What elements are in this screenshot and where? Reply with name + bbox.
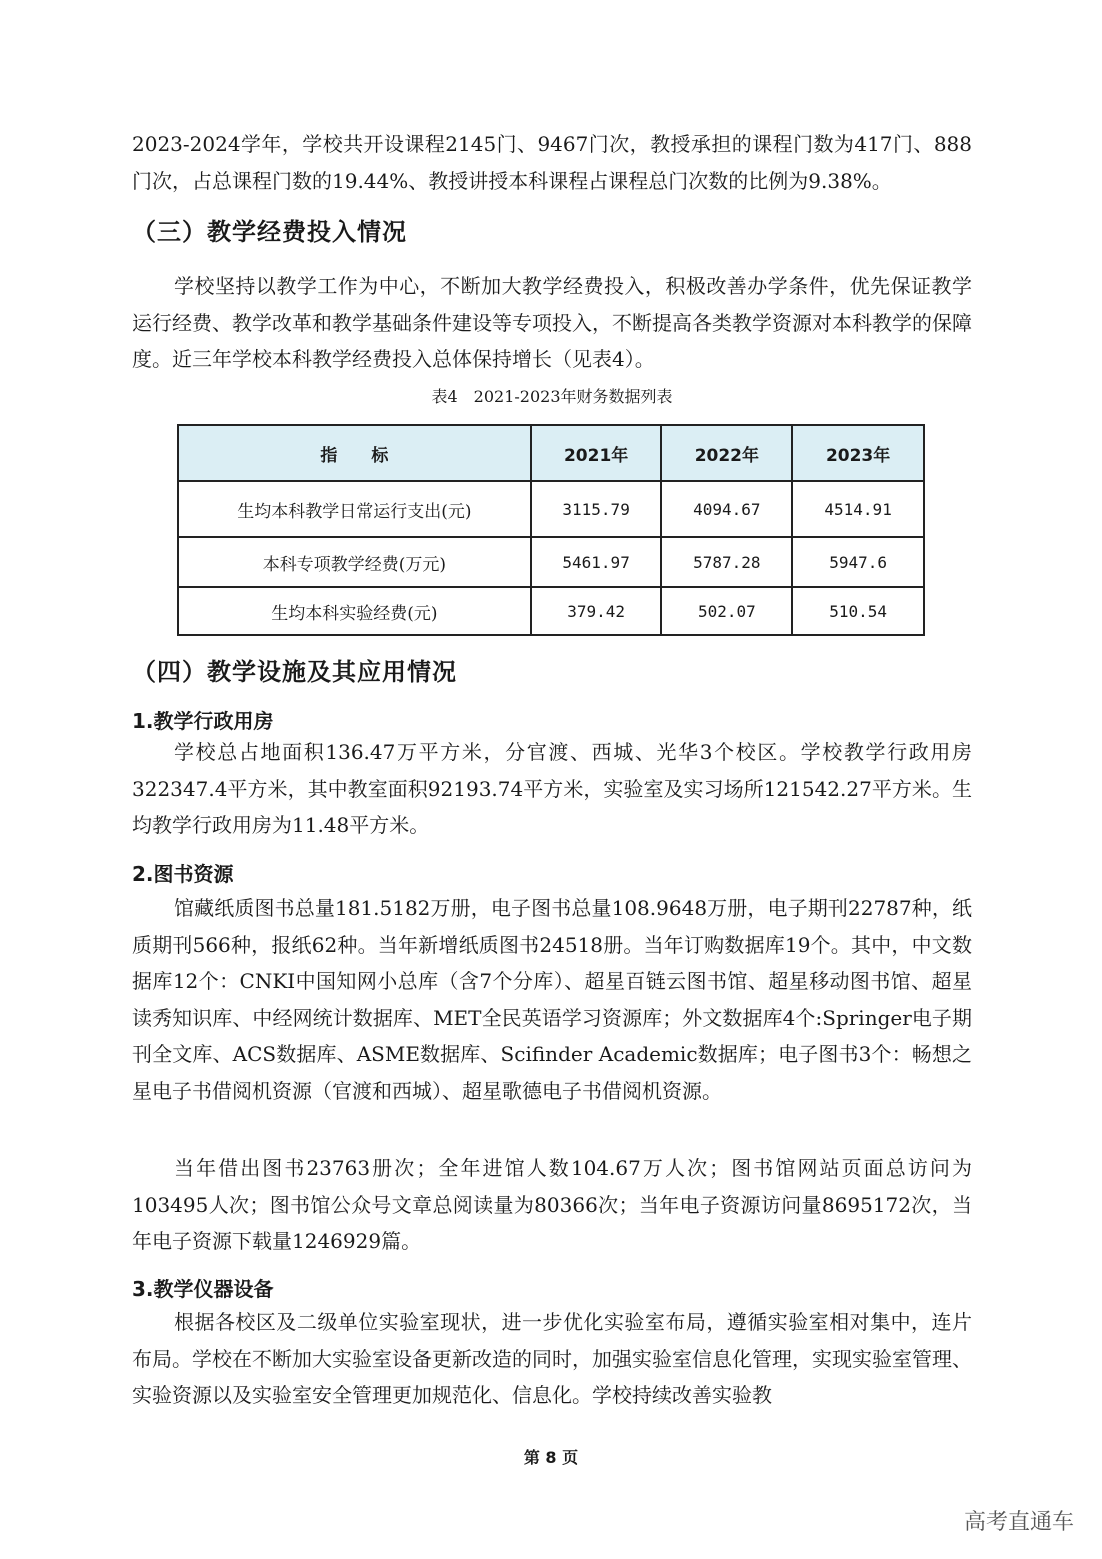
row-label: 本科专项教学经费(万元) <box>178 537 531 587</box>
table-row <box>178 537 924 587</box>
header-indicator: 指 标 <box>178 425 531 481</box>
cell-value: 5947.6 <box>792 537 924 587</box>
table-header-row <box>178 425 924 481</box>
cell-value: 4094.67 <box>661 481 792 537</box>
cell-value: 5461.97 <box>531 537 662 587</box>
section3-heading: （三）教学经费投入情况 <box>132 218 407 246</box>
cell-value: 5787.28 <box>661 537 792 587</box>
watermark: 高考直通车 <box>963 1510 1074 1535</box>
table-row <box>178 587 924 635</box>
cell-value: 379.42 <box>531 587 662 635</box>
header-2022: 2022年 <box>661 425 792 481</box>
row-label: 生均本科实验经费(元) <box>178 587 531 635</box>
sub1-title: 1.教学行政用房 <box>132 709 274 733</box>
header-2021: 2021年 <box>531 425 662 481</box>
sub2-paragraph-1: 馆藏纸质图书总量181.5182万册，电子图书总量108.9648万册，电子期刊22787种，纸质期刊566种，报纸62种。当年新增纸质图书24518册。当年订购数据库19个。其中，中文数据库12个：CNKI中国知网小总库（含7个分库）、超星百链云图书馆、超星移动图书馆、超星读秀知识库、中经网统计数据库、MET全民英语学习资源库；外文数据库4个:Springer电子期刊全文库、ACS数据库、ASME数据库、Scifinder Academic数据库；电子图书3个：畅想之星电子书借阅机资源（官渡和西城）、超星歌德电子书借阅机资源。 <box>132 896 972 1103</box>
section4-heading: （四）教学设施及其应用情况 <box>132 658 457 686</box>
section3-paragraph: 学校坚持以教学工作为中心，不断加大教学经费投入，积极改善办学条件，优先保证教学运行经费、教学改革和教学基础条件建设等专项投入，不断提高各类教学资源对本科教学的保障度。近三年学校本科教学经费投入总体保持增长（见表4）。 <box>132 274 972 371</box>
sub2-paragraph-2: 当年借出图书23763册次；全年进馆人数104.67万人次；图书馆网站页面总访问为103495人次；图书馆公众号文章总阅读量为80366次；当年电子资源访问量8695172次，当年电子资源下载量1246929篇。 <box>132 1156 972 1253</box>
row-label: 生均本科教学日常运行支出(元) <box>178 481 531 537</box>
cell-value: 510.54 <box>792 587 924 635</box>
sub3-paragraph: 根据各校区及二级单位实验室现状，进一步优化实验室布局，遵循实验室相对集中，连片布局。学校在不断加大实验室设备更新改造的同时，加强实验室信息化管理，实现实验室管理、实验资源以及实验室安全管理更加规范化、信息化。学校持续改善实验教 <box>132 1310 972 1407</box>
sub3-title: 3.教学仪器设备 <box>132 1277 274 1301</box>
sub1-paragraph: 学校总占地面积136.47万平方米，分官渡、西城、光华3个校区。学校教学行政用房322347.4平方米，其中教室面积92193.74平方米，实验室及实习场所121542.27平方米。生均教学行政用房为11.48平方米。 <box>132 740 972 837</box>
finance-table <box>177 424 925 636</box>
cell-value: 4514.91 <box>792 481 924 537</box>
header-2023: 2023年 <box>792 425 924 481</box>
intro-paragraph: 2023-2024学年，学校共开设课程2145门、9467门次，教授承担的课程门数为417门、888门次，占总课程门数的19.44%、教授讲授本科课程占课程总门次数的比例为9.38%。 <box>132 132 972 193</box>
cell-value: 3115.79 <box>531 481 662 537</box>
cell-value: 502.07 <box>661 587 792 635</box>
table-row <box>178 481 924 537</box>
table-caption: 表4 2021-2023年财务数据列表 <box>431 387 673 406</box>
page-number: 第 8 页 <box>523 1448 579 1467</box>
sub2-title: 2.图书资源 <box>132 862 234 886</box>
